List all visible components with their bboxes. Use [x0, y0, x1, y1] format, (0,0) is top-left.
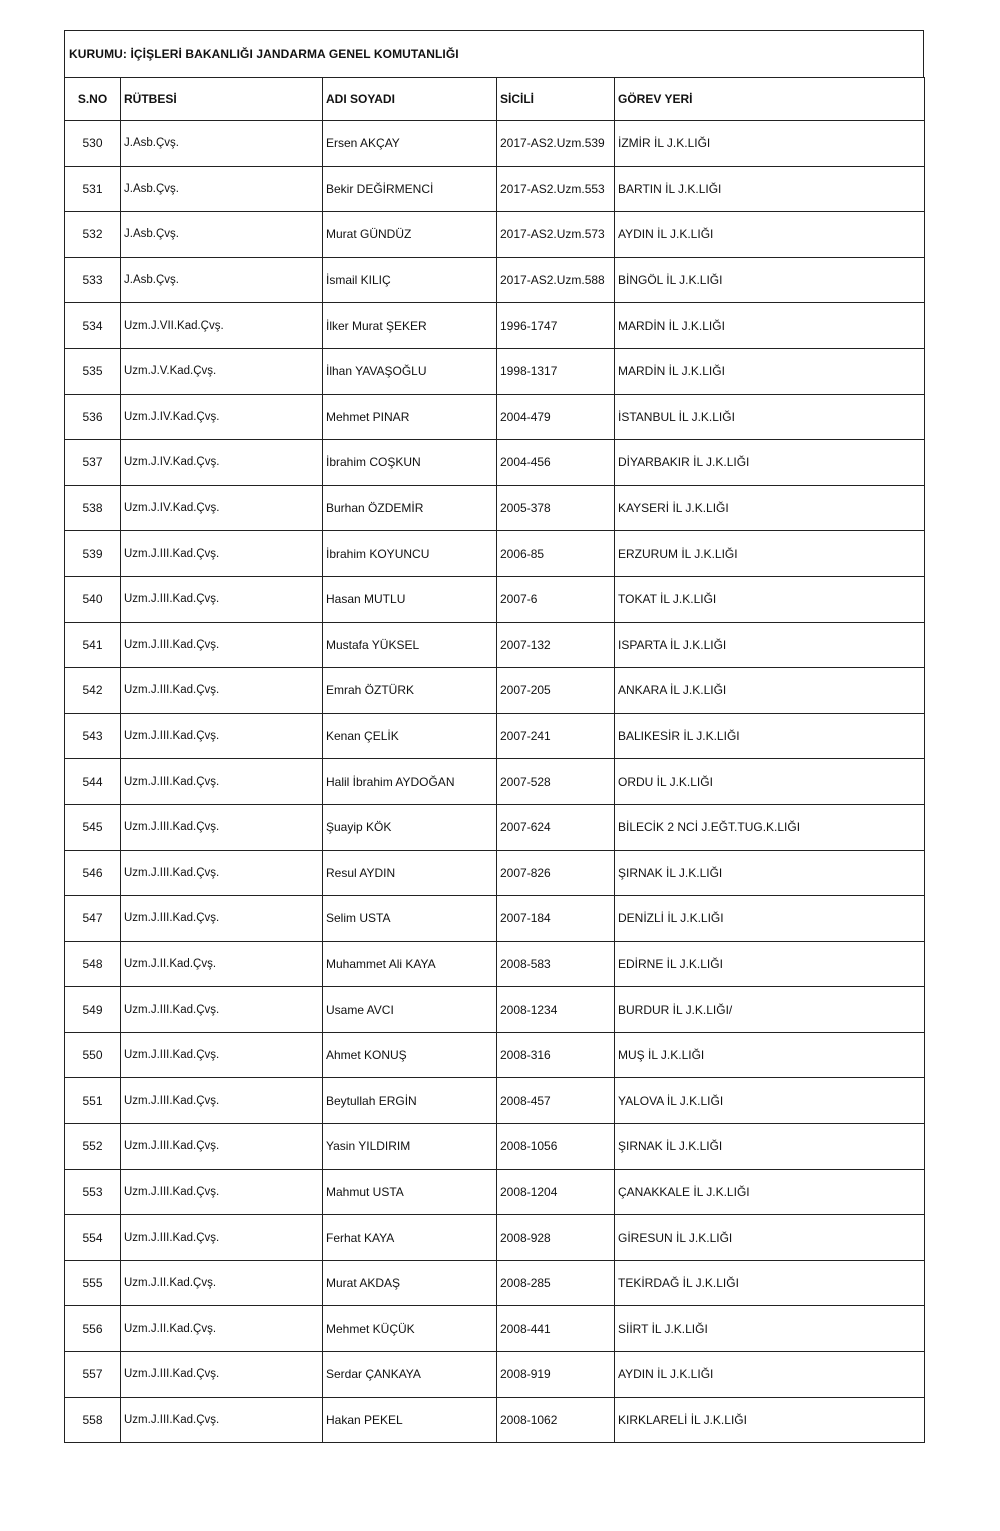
- column-header-rank: RÜTBESİ: [121, 78, 323, 121]
- cell-rank: Uzm.J.III.Kad.Çvş.: [121, 987, 323, 1033]
- cell-name: Bekir DEĞİRMENCİ: [323, 166, 497, 212]
- cell-registry: 2007-826: [497, 850, 615, 896]
- table-row: [65, 1397, 925, 1443]
- cell-sno: 543: [65, 713, 121, 759]
- cell-duty: DİYARBAKIR İL J.K.LIĞI: [615, 440, 925, 486]
- table-row: [65, 166, 925, 212]
- cell-name: İbrahim KOYUNCU: [323, 531, 497, 577]
- table-row: [65, 759, 925, 805]
- cell-sno: 550: [65, 1032, 121, 1078]
- cell-sno: 535: [65, 348, 121, 394]
- cell-name: Şuayip KÖK: [323, 804, 497, 850]
- cell-name: Ferhat KAYA: [323, 1215, 497, 1261]
- cell-name: Serdar ÇANKAYA: [323, 1352, 497, 1398]
- cell-registry: 2017-AS2.Uzm.573: [497, 212, 615, 258]
- cell-registry: 2007-6: [497, 576, 615, 622]
- cell-registry: 2008-928: [497, 1215, 615, 1261]
- cell-duty: AYDIN İL J.K.LIĞI: [615, 1352, 925, 1398]
- cell-registry: 2008-1056: [497, 1124, 615, 1170]
- cell-registry: 2004-479: [497, 394, 615, 440]
- personnel-table: [64, 77, 925, 1443]
- cell-duty: SİİRT İL J.K.LIĞI: [615, 1306, 925, 1352]
- cell-sno: 540: [65, 576, 121, 622]
- cell-registry: 2007-624: [497, 804, 615, 850]
- cell-sno: 547: [65, 896, 121, 942]
- cell-rank: Uzm.J.III.Kad.Çvş.: [121, 1032, 323, 1078]
- cell-sno: 552: [65, 1124, 121, 1170]
- cell-duty: GİRESUN İL J.K.LIĞI: [615, 1215, 925, 1261]
- cell-sno: 533: [65, 257, 121, 303]
- cell-rank: Uzm.J.III.Kad.Çvş.: [121, 622, 323, 668]
- cell-duty: KIRKLARELİ İL J.K.LIĞI: [615, 1397, 925, 1443]
- table-row: [65, 941, 925, 987]
- cell-rank: Uzm.J.II.Kad.Çvş.: [121, 1260, 323, 1306]
- cell-registry: 2007-241: [497, 713, 615, 759]
- table-row: [65, 713, 925, 759]
- cell-sno: 530: [65, 121, 121, 167]
- table-row: [65, 850, 925, 896]
- cell-name: Yasin YILDIRIM: [323, 1124, 497, 1170]
- cell-registry: 2004-456: [497, 440, 615, 486]
- cell-registry: 2017-AS2.Uzm.539: [497, 121, 615, 167]
- cell-registry: 2007-205: [497, 668, 615, 714]
- cell-sno: 548: [65, 941, 121, 987]
- cell-rank: J.Asb.Çvş.: [121, 212, 323, 258]
- cell-registry: 2008-285: [497, 1260, 615, 1306]
- cell-name: Mehmet PINAR: [323, 394, 497, 440]
- table-row: [65, 212, 925, 258]
- cell-name: İlker Murat ŞEKER: [323, 303, 497, 349]
- column-header-name: ADI SOYADI: [323, 78, 497, 121]
- cell-sno: 557: [65, 1352, 121, 1398]
- table-row: [65, 348, 925, 394]
- institution-title: KURUMU: İÇİŞLERİ BAKANLIĞI JANDARMA GENEL KOMUTANLIĞI: [64, 30, 924, 77]
- cell-name: Ersen AKÇAY: [323, 121, 497, 167]
- cell-registry: 2008-1234: [497, 987, 615, 1033]
- table-row: [65, 303, 925, 349]
- cell-sno: 537: [65, 440, 121, 486]
- cell-registry: 2007-132: [497, 622, 615, 668]
- cell-rank: Uzm.J.III.Kad.Çvş.: [121, 668, 323, 714]
- cell-rank: Uzm.J.II.Kad.Çvş.: [121, 941, 323, 987]
- cell-registry: 2008-1062: [497, 1397, 615, 1443]
- table-row: [65, 576, 925, 622]
- cell-sno: 551: [65, 1078, 121, 1124]
- table-row: [65, 1124, 925, 1170]
- cell-sno: 545: [65, 804, 121, 850]
- cell-rank: Uzm.J.III.Kad.Çvş.: [121, 850, 323, 896]
- table-row: [65, 804, 925, 850]
- cell-rank: J.Asb.Çvş.: [121, 166, 323, 212]
- cell-name: Hasan MUTLU: [323, 576, 497, 622]
- cell-rank: Uzm.J.III.Kad.Çvş.: [121, 804, 323, 850]
- cell-registry: 2008-316: [497, 1032, 615, 1078]
- cell-duty: ŞIRNAK İL J.K.LIĞI: [615, 1124, 925, 1170]
- table-row: [65, 1169, 925, 1215]
- cell-rank: Uzm.J.III.Kad.Çvş.: [121, 576, 323, 622]
- cell-duty: ÇANAKKALE İL J.K.LIĞI: [615, 1169, 925, 1215]
- table-header-row: [65, 78, 925, 121]
- cell-rank: Uzm.J.II.Kad.Çvş.: [121, 1306, 323, 1352]
- table-row: [65, 394, 925, 440]
- cell-sno: 542: [65, 668, 121, 714]
- cell-duty: BİLECİK 2 NCİ J.EĞT.TUG.K.LIĞI: [615, 804, 925, 850]
- cell-sno: 555: [65, 1260, 121, 1306]
- table-row: [65, 668, 925, 714]
- cell-sno: 536: [65, 394, 121, 440]
- cell-registry: 2007-528: [497, 759, 615, 805]
- cell-duty: BARTIN İL J.K.LIĞI: [615, 166, 925, 212]
- cell-rank: Uzm.J.III.Kad.Çvş.: [121, 1215, 323, 1261]
- cell-duty: TOKAT İL J.K.LIĞI: [615, 576, 925, 622]
- cell-sno: 541: [65, 622, 121, 668]
- cell-duty: ERZURUM İL J.K.LIĞI: [615, 531, 925, 577]
- cell-registry: 2005-378: [497, 485, 615, 531]
- cell-duty: ŞIRNAK İL J.K.LIĞI: [615, 850, 925, 896]
- table-row: [65, 1306, 925, 1352]
- cell-name: Selim USTA: [323, 896, 497, 942]
- cell-name: Kenan ÇELİK: [323, 713, 497, 759]
- cell-name: Hakan PEKEL: [323, 1397, 497, 1443]
- cell-sno: 531: [65, 166, 121, 212]
- cell-name: Halil İbrahim AYDOĞAN: [323, 759, 497, 805]
- cell-sno: 553: [65, 1169, 121, 1215]
- column-header-sno: S.NO: [65, 78, 121, 121]
- cell-rank: Uzm.J.VII.Kad.Çvş.: [121, 303, 323, 349]
- table-row: [65, 1260, 925, 1306]
- cell-duty: BALIKESİR İL J.K.LIĞI: [615, 713, 925, 759]
- table-row: [65, 485, 925, 531]
- cell-duty: BURDUR İL J.K.LIĞI/: [615, 987, 925, 1033]
- cell-rank: Uzm.J.III.Kad.Çvş.: [121, 1397, 323, 1443]
- cell-sno: 532: [65, 212, 121, 258]
- cell-name: Emrah ÖZTÜRK: [323, 668, 497, 714]
- cell-sno: 558: [65, 1397, 121, 1443]
- cell-rank: Uzm.J.III.Kad.Çvş.: [121, 896, 323, 942]
- cell-name: Beytullah ERGİN: [323, 1078, 497, 1124]
- table-row: [65, 1078, 925, 1124]
- cell-duty: BİNGÖL İL J.K.LIĞI: [615, 257, 925, 303]
- table-row: [65, 257, 925, 303]
- column-header-duty: GÖREV YERİ: [615, 78, 925, 121]
- cell-rank: Uzm.J.IV.Kad.Çvş.: [121, 394, 323, 440]
- cell-duty: KAYSERİ İL J.K.LIĞI: [615, 485, 925, 531]
- cell-duty: DENİZLİ İL J.K.LIĞI: [615, 896, 925, 942]
- cell-rank: Uzm.J.III.Kad.Çvş.: [121, 759, 323, 805]
- cell-duty: TEKİRDAĞ İL J.K.LIĞI: [615, 1260, 925, 1306]
- cell-name: İbrahim COŞKUN: [323, 440, 497, 486]
- table-row: [65, 896, 925, 942]
- cell-duty: MUŞ İL J.K.LIĞI: [615, 1032, 925, 1078]
- table-row: [65, 440, 925, 486]
- cell-rank: Uzm.J.III.Kad.Çvş.: [121, 1169, 323, 1215]
- cell-sno: 534: [65, 303, 121, 349]
- cell-registry: 2008-1204: [497, 1169, 615, 1215]
- cell-duty: İZMİR İL J.K.LIĞI: [615, 121, 925, 167]
- cell-registry: 2007-184: [497, 896, 615, 942]
- cell-rank: Uzm.J.V.Kad.Çvş.: [121, 348, 323, 394]
- cell-duty: YALOVA İL J.K.LIĞI: [615, 1078, 925, 1124]
- cell-rank: Uzm.J.III.Kad.Çvş.: [121, 1352, 323, 1398]
- cell-sno: 554: [65, 1215, 121, 1261]
- cell-rank: Uzm.J.IV.Kad.Çvş.: [121, 485, 323, 531]
- cell-duty: MARDİN İL J.K.LIĞI: [615, 303, 925, 349]
- cell-registry: 2008-457: [497, 1078, 615, 1124]
- cell-name: İlhan YAVAŞOĞLU: [323, 348, 497, 394]
- cell-registry: 2017-AS2.Uzm.553: [497, 166, 615, 212]
- cell-name: Mustafa YÜKSEL: [323, 622, 497, 668]
- cell-registry: 2008-919: [497, 1352, 615, 1398]
- cell-rank: Uzm.J.IV.Kad.Çvş.: [121, 440, 323, 486]
- cell-duty: ISPARTA İL J.K.LIĞI: [615, 622, 925, 668]
- cell-sno: 546: [65, 850, 121, 896]
- cell-name: Murat GÜNDÜZ: [323, 212, 497, 258]
- cell-registry: 1998-1317: [497, 348, 615, 394]
- cell-duty: MARDİN İL J.K.LIĞI: [615, 348, 925, 394]
- table-body: [65, 121, 925, 1443]
- cell-registry: 2008-583: [497, 941, 615, 987]
- cell-rank: J.Asb.Çvş.: [121, 257, 323, 303]
- table-row: [65, 1215, 925, 1261]
- cell-sno: 538: [65, 485, 121, 531]
- cell-name: İsmail KILIÇ: [323, 257, 497, 303]
- cell-duty: İSTANBUL İL J.K.LIĞI: [615, 394, 925, 440]
- cell-name: Burhan ÖZDEMİR: [323, 485, 497, 531]
- cell-rank: Uzm.J.III.Kad.Çvş.: [121, 531, 323, 577]
- cell-name: Muhammet Ali KAYA: [323, 941, 497, 987]
- table-row: [65, 121, 925, 167]
- table-row: [65, 622, 925, 668]
- cell-rank: Uzm.J.III.Kad.Çvş.: [121, 1124, 323, 1170]
- cell-name: Murat AKDAŞ: [323, 1260, 497, 1306]
- cell-rank: Uzm.J.III.Kad.Çvş.: [121, 713, 323, 759]
- cell-duty: ANKARA İL J.K.LIĞI: [615, 668, 925, 714]
- cell-name: Mehmet KÜÇÜK: [323, 1306, 497, 1352]
- cell-registry: 2017-AS2.Uzm.588: [497, 257, 615, 303]
- cell-duty: EDİRNE İL J.K.LIĞI: [615, 941, 925, 987]
- cell-name: Ahmet KONUŞ: [323, 1032, 497, 1078]
- cell-duty: AYDIN İL J.K.LIĞI: [615, 212, 925, 258]
- cell-registry: 1996-1747: [497, 303, 615, 349]
- cell-name: Resul AYDIN: [323, 850, 497, 896]
- cell-duty: ORDU İL J.K.LIĞI: [615, 759, 925, 805]
- table-row: [65, 1032, 925, 1078]
- personnel-list-sheet: [64, 30, 924, 1443]
- cell-sno: 539: [65, 531, 121, 577]
- cell-registry: 2008-441: [497, 1306, 615, 1352]
- table-row: [65, 987, 925, 1033]
- cell-sno: 544: [65, 759, 121, 805]
- cell-name: Usame AVCI: [323, 987, 497, 1033]
- cell-registry: 2006-85: [497, 531, 615, 577]
- cell-sno: 549: [65, 987, 121, 1033]
- cell-name: Mahmut USTA: [323, 1169, 497, 1215]
- cell-rank: J.Asb.Çvş.: [121, 121, 323, 167]
- cell-sno: 556: [65, 1306, 121, 1352]
- column-header-registry: SİCİLİ: [497, 78, 615, 121]
- table-row: [65, 531, 925, 577]
- cell-rank: Uzm.J.III.Kad.Çvş.: [121, 1078, 323, 1124]
- table-row: [65, 1352, 925, 1398]
